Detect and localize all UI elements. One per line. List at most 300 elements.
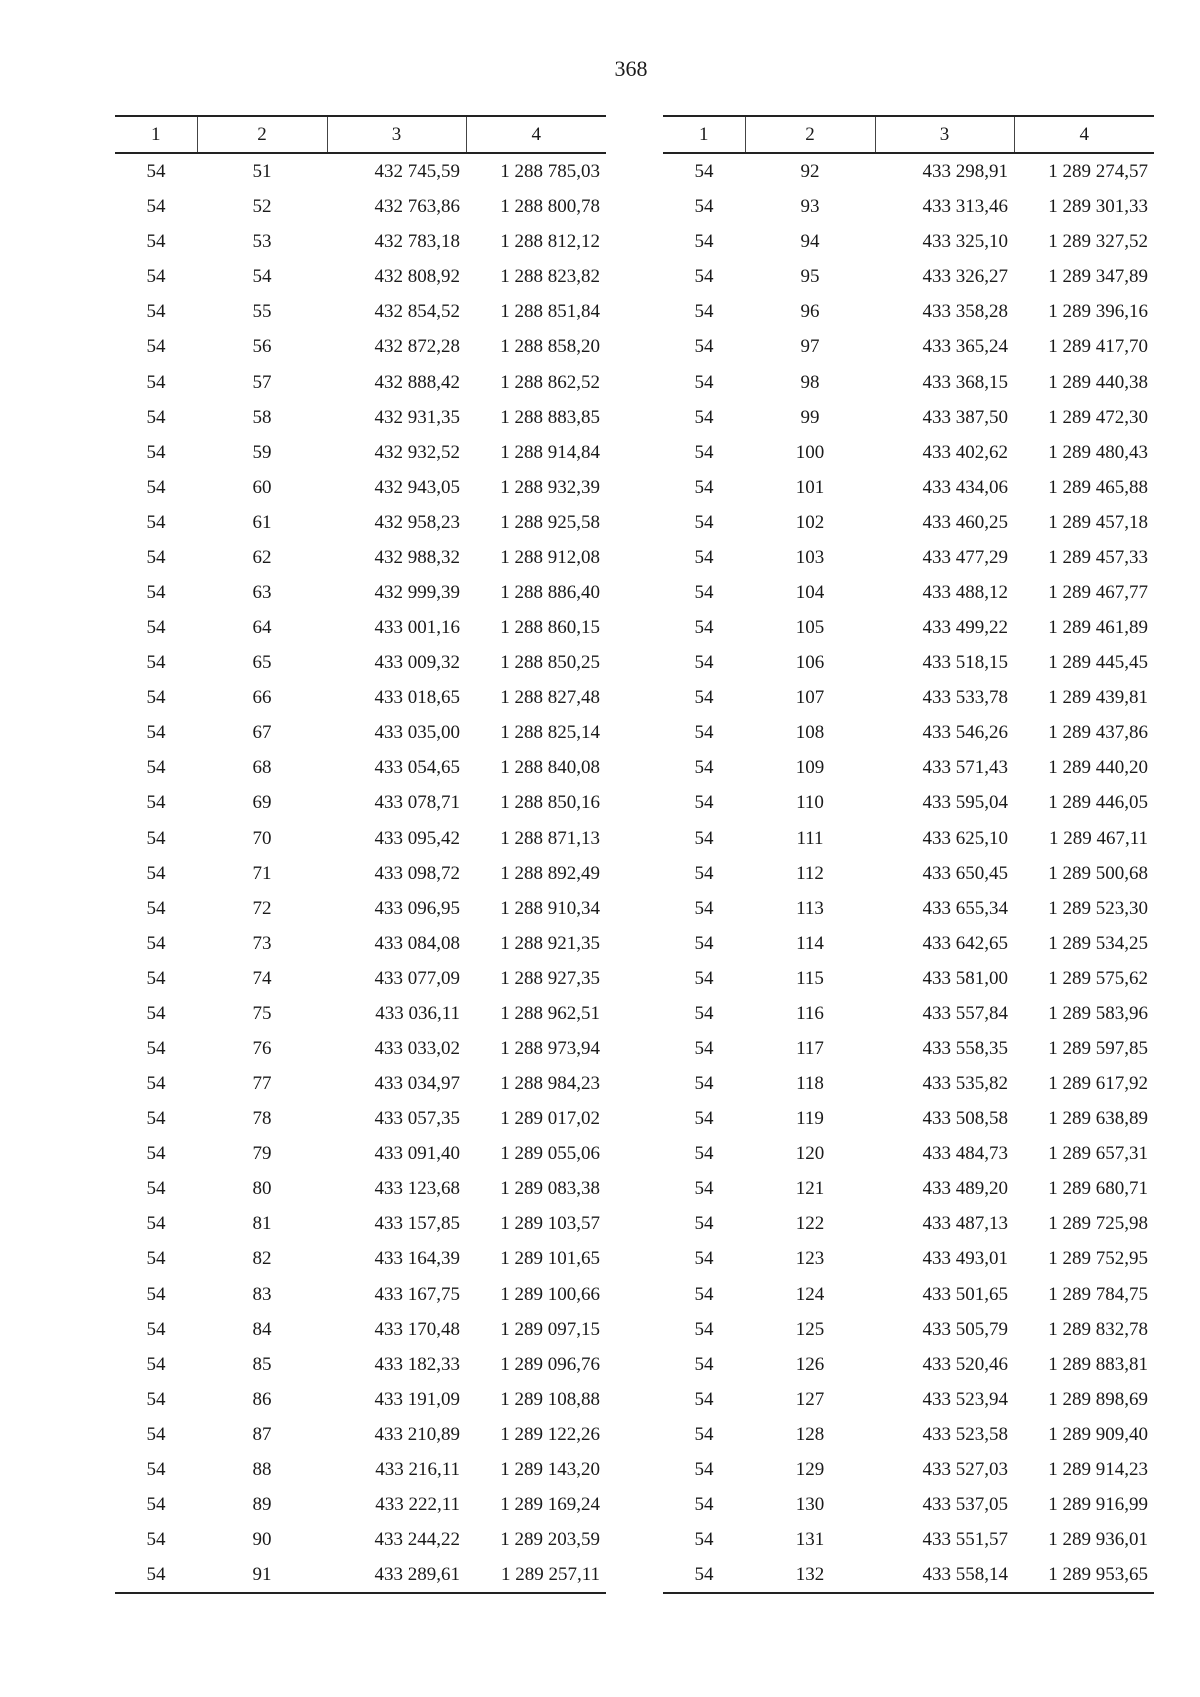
object-number-cell: 54 <box>146 1143 166 1165</box>
y-coordinate-cell: 1 289 440,38 <box>1048 371 1148 393</box>
object-number-cell: 54 <box>694 546 714 568</box>
table-row <box>115 575 606 610</box>
y-coordinate-cell: 1 289 583,96 <box>1048 1002 1148 1024</box>
x-coordinate-cell: 433 460,25 <box>922 511 1008 533</box>
coordinates-table-left <box>115 115 606 1594</box>
object-number-cell: 54 <box>146 757 166 779</box>
table-row <box>115 750 606 785</box>
point-number-cell: 69 <box>252 792 272 814</box>
column-header: 4 <box>1014 116 1154 153</box>
y-coordinate-cell: 1 289 465,88 <box>1048 476 1148 498</box>
table-row <box>115 1136 606 1171</box>
point-number-cell: 65 <box>252 652 272 674</box>
y-coordinate-cell: 1 288 850,25 <box>500 652 600 674</box>
table-row <box>663 153 1154 189</box>
x-coordinate-cell: 432 943,05 <box>374 476 460 498</box>
point-number-cell: 117 <box>796 1037 824 1059</box>
y-coordinate-cell: 1 289 396,16 <box>1048 301 1148 323</box>
x-coordinate-cell: 433 033,02 <box>374 1037 460 1059</box>
y-coordinate-cell: 1 289 274,57 <box>1048 161 1148 183</box>
y-coordinate-cell: 1 289 101,65 <box>500 1248 600 1270</box>
point-number-cell: 123 <box>795 1248 825 1270</box>
x-coordinate-cell: 433 535,82 <box>922 1073 1008 1095</box>
y-coordinate-cell: 1 289 122,26 <box>500 1423 600 1445</box>
x-coordinate-cell: 433 078,71 <box>374 792 460 814</box>
point-number-cell: 63 <box>252 581 272 603</box>
table-row <box>663 1382 1154 1417</box>
y-coordinate-cell: 1 289 169,24 <box>500 1494 600 1515</box>
y-coordinate-cell: 1 289 439,81 <box>1048 687 1148 709</box>
object-number-cell: 54 <box>694 161 714 183</box>
point-number-cell: 96 <box>800 301 820 323</box>
y-coordinate-cell: 1 289 083,38 <box>500 1178 600 1200</box>
table-row <box>663 1347 1154 1382</box>
point-number-cell: 120 <box>795 1143 825 1165</box>
x-coordinate-cell: 433 313,46 <box>922 196 1008 218</box>
object-number-cell: 54 <box>694 231 714 253</box>
header-row <box>663 116 1154 153</box>
x-coordinate-cell: 433 365,24 <box>922 336 1008 358</box>
table-row <box>663 1417 1154 1452</box>
page-number: 368 <box>614 56 648 81</box>
table-row <box>115 1312 606 1347</box>
object-number-cell: 54 <box>146 1388 166 1410</box>
y-coordinate-cell: 1 289 445,45 <box>1048 652 1148 674</box>
x-coordinate-cell: 432 988,32 <box>374 546 460 568</box>
x-coordinate-cell: 432 888,42 <box>374 371 460 393</box>
object-number-cell: 54 <box>146 932 166 954</box>
point-number-cell: 87 <box>252 1423 272 1445</box>
point-number-cell: 64 <box>252 617 272 639</box>
point-number-cell: 102 <box>795 511 825 533</box>
x-coordinate-cell: 433 244,22 <box>374 1529 460 1551</box>
table-row <box>115 926 606 961</box>
point-number-cell: 119 <box>796 1108 824 1130</box>
table-row <box>663 435 1154 470</box>
y-coordinate-cell: 1 288 892,49 <box>500 862 600 884</box>
table-row <box>663 540 1154 575</box>
x-coordinate-cell: 433 520,46 <box>922 1353 1008 1375</box>
x-coordinate-cell: 432 808,92 <box>374 266 460 288</box>
point-number-cell: 132 <box>745 1557 875 1593</box>
x-coordinate-cell: 433 018,65 <box>374 687 460 709</box>
coordinates-table-right <box>663 115 1154 1594</box>
y-coordinate-cell: 1 289 638,89 <box>1048 1108 1148 1130</box>
point-number-cell: 100 <box>795 441 825 463</box>
y-coordinate-cell: 1 288 812,12 <box>500 231 600 253</box>
y-coordinate-cell: 1 289 257,11 <box>466 1557 606 1593</box>
y-coordinate-cell: 1 288 910,34 <box>500 897 600 919</box>
object-number-cell: 54 <box>694 1494 714 1515</box>
object-number-cell: 54 <box>694 617 714 639</box>
y-coordinate-cell: 1 289 500,68 <box>1048 862 1148 884</box>
point-number-cell: 54 <box>252 266 272 288</box>
x-coordinate-cell: 433 325,10 <box>922 231 1008 253</box>
object-number-cell: 54 <box>694 967 714 989</box>
table-row <box>115 715 606 750</box>
point-number-cell: 74 <box>252 967 272 989</box>
x-coordinate-cell: 433 523,58 <box>922 1423 1008 1445</box>
y-coordinate-cell: 1 289 467,77 <box>1048 581 1148 603</box>
table-row <box>663 1277 1154 1312</box>
object-number-cell: 54 <box>694 406 714 428</box>
point-number-cell: 67 <box>252 722 272 744</box>
x-coordinate-cell: 432 872,28 <box>374 336 460 358</box>
table-row <box>115 1171 606 1206</box>
y-coordinate-cell: 1 289 472,30 <box>1048 406 1148 428</box>
x-coordinate-cell: 433 191,09 <box>374 1388 460 1410</box>
table-row <box>115 1277 606 1312</box>
object-number-cell: 54 <box>146 1073 166 1095</box>
table-row <box>115 961 606 996</box>
x-coordinate-cell: 433 655,34 <box>922 897 1008 919</box>
x-coordinate-cell: 432 854,52 <box>374 301 460 323</box>
table-row <box>663 785 1154 820</box>
header-row <box>115 116 606 153</box>
object-number-cell: 54 <box>146 511 166 533</box>
table-row <box>663 1136 1154 1171</box>
point-number-cell: 57 <box>252 371 272 393</box>
point-number-cell: 83 <box>252 1283 272 1305</box>
object-number-cell: 54 <box>146 827 166 849</box>
object-number-cell: 54 <box>146 862 166 884</box>
column-header: 3 <box>327 116 466 153</box>
x-coordinate-cell: 432 783,18 <box>374 231 460 253</box>
y-coordinate-cell: 1 289 832,78 <box>1048 1318 1148 1340</box>
table-row <box>115 505 606 540</box>
object-number-cell: 54 <box>694 897 714 919</box>
point-number-cell: 109 <box>795 757 825 779</box>
y-coordinate-cell: 1 288 851,84 <box>500 301 600 323</box>
object-number-cell: 54 <box>694 1002 714 1024</box>
y-coordinate-cell: 1 289 017,02 <box>500 1108 600 1130</box>
y-coordinate-cell: 1 288 827,48 <box>500 687 600 709</box>
point-number-cell: 71 <box>252 862 272 884</box>
point-number-cell: 90 <box>252 1529 272 1551</box>
x-coordinate-cell: 433 501,65 <box>922 1283 1008 1305</box>
x-coordinate-cell: 433 210,89 <box>374 1423 460 1445</box>
point-number-cell: 88 <box>252 1458 272 1480</box>
x-coordinate-cell: 433 484,73 <box>922 1143 1008 1165</box>
x-coordinate-cell: 433 164,39 <box>374 1248 460 1270</box>
y-coordinate-cell: 1 288 925,58 <box>500 511 600 533</box>
table-row <box>663 1241 1154 1276</box>
object-number-cell: 54 <box>146 196 166 218</box>
x-coordinate-cell: 433 558,35 <box>922 1037 1008 1059</box>
y-coordinate-cell: 1 288 921,35 <box>500 932 600 954</box>
x-coordinate-cell: 432 932,52 <box>374 441 460 463</box>
table-row <box>115 1066 606 1101</box>
y-coordinate-cell: 1 289 327,52 <box>1048 231 1148 253</box>
point-number-cell: 80 <box>252 1178 272 1200</box>
table-row <box>115 470 606 505</box>
object-number-cell: 54 <box>146 897 166 919</box>
y-coordinate-cell: 1 289 523,30 <box>1048 897 1148 919</box>
table-row <box>663 1487 1154 1522</box>
object-number-cell: 54 <box>694 336 714 358</box>
point-number-cell: 129 <box>795 1458 825 1480</box>
object-number-cell: 54 <box>694 757 714 779</box>
object-number-cell: 54 <box>146 652 166 674</box>
table-row <box>663 189 1154 224</box>
point-number-cell: 101 <box>795 476 825 498</box>
y-coordinate-cell: 1 289 953,65 <box>1014 1557 1154 1593</box>
y-coordinate-cell: 1 289 437,86 <box>1048 722 1148 744</box>
table-row <box>663 996 1154 1031</box>
x-coordinate-cell: 433 489,20 <box>922 1178 1008 1200</box>
y-coordinate-cell: 1 289 461,89 <box>1048 617 1148 639</box>
y-coordinate-cell: 1 288 927,35 <box>500 967 600 989</box>
point-number-cell: 76 <box>252 1037 272 1059</box>
y-coordinate-cell: 1 289 936,01 <box>1048 1529 1148 1551</box>
table-row <box>663 400 1154 435</box>
object-number-cell: 54 <box>694 1423 714 1445</box>
x-coordinate-cell: 433 001,16 <box>374 617 460 639</box>
object-number-cell: 54 <box>146 1529 166 1551</box>
table-row <box>663 1171 1154 1206</box>
x-coordinate-cell: 432 931,35 <box>374 406 460 428</box>
y-coordinate-cell: 1 289 914,23 <box>1048 1458 1148 1480</box>
y-coordinate-cell: 1 288 840,08 <box>500 757 600 779</box>
table-row <box>115 435 606 470</box>
object-number-cell: 54 <box>694 1318 714 1340</box>
object-number-cell: 54 <box>663 1557 745 1593</box>
y-coordinate-cell: 1 289 898,69 <box>1048 1388 1148 1410</box>
object-number-cell: 54 <box>694 1213 714 1235</box>
table-row <box>663 1206 1154 1241</box>
x-coordinate-cell: 433 036,11 <box>375 1002 460 1024</box>
point-number-cell: 59 <box>252 441 272 463</box>
x-coordinate-cell: 433 546,26 <box>922 722 1008 744</box>
table-row <box>115 400 606 435</box>
object-number-cell: 54 <box>146 1248 166 1270</box>
object-number-cell: 54 <box>694 1178 714 1200</box>
table-row <box>115 645 606 680</box>
object-number-cell: 54 <box>694 792 714 814</box>
object-number-cell: 54 <box>146 1213 166 1235</box>
point-number-cell: 111 <box>796 827 824 849</box>
y-coordinate-cell: 1 289 301,33 <box>1048 196 1148 218</box>
object-number-cell: 54 <box>694 862 714 884</box>
object-number-cell: 54 <box>694 581 714 603</box>
table-row <box>663 505 1154 540</box>
y-coordinate-cell: 1 289 103,57 <box>500 1213 600 1235</box>
x-coordinate-cell: 433 216,11 <box>375 1458 460 1480</box>
y-coordinate-cell: 1 288 823,82 <box>500 266 600 288</box>
point-number-cell: 127 <box>795 1388 825 1410</box>
object-number-cell: 54 <box>146 1108 166 1130</box>
x-coordinate-cell: 433 402,62 <box>922 441 1008 463</box>
object-number-cell: 54 <box>146 1353 166 1375</box>
object-number-cell: 54 <box>146 1423 166 1445</box>
table-row <box>115 785 606 820</box>
table-row <box>663 715 1154 750</box>
object-number-cell: 54 <box>146 967 166 989</box>
y-coordinate-cell: 1 289 457,18 <box>1048 511 1148 533</box>
table-row <box>663 1101 1154 1136</box>
point-number-cell: 84 <box>252 1318 272 1340</box>
point-number-cell: 126 <box>795 1353 825 1375</box>
table-row <box>115 1101 606 1136</box>
x-coordinate-cell: 432 763,86 <box>374 196 460 218</box>
x-coordinate-cell: 432 745,59 <box>374 161 460 183</box>
x-coordinate-cell: 433 035,00 <box>374 722 460 744</box>
x-coordinate-cell: 433 326,27 <box>922 266 1008 288</box>
object-number-cell: 54 <box>146 336 166 358</box>
point-number-cell: 61 <box>252 511 272 533</box>
object-number-cell: 54 <box>694 932 714 954</box>
table-row <box>115 329 606 364</box>
point-number-cell: 56 <box>252 336 272 358</box>
y-coordinate-cell: 1 289 657,31 <box>1048 1143 1148 1165</box>
point-number-cell: 66 <box>252 687 272 709</box>
x-coordinate-cell: 433 537,05 <box>922 1494 1008 1515</box>
y-coordinate-cell: 1 288 858,20 <box>500 336 600 358</box>
object-number-cell: 54 <box>146 231 166 253</box>
point-number-cell: 53 <box>252 231 272 253</box>
table-row <box>663 329 1154 364</box>
x-coordinate-cell: 433 096,95 <box>374 897 460 919</box>
point-number-cell: 128 <box>795 1423 825 1445</box>
object-number-cell: 54 <box>146 546 166 568</box>
x-coordinate-cell: 433 182,33 <box>374 1353 460 1375</box>
point-number-cell: 122 <box>795 1213 825 1235</box>
object-number-cell: 54 <box>146 617 166 639</box>
point-number-cell: 104 <box>795 581 825 603</box>
table-row <box>663 1066 1154 1101</box>
x-coordinate-cell: 433 358,28 <box>922 301 1008 323</box>
y-coordinate-cell: 1 288 932,39 <box>500 476 600 498</box>
x-coordinate-cell: 433 289,61 <box>327 1557 466 1593</box>
table-row <box>115 294 606 329</box>
object-number-cell: 54 <box>146 1318 166 1340</box>
object-number-cell: 54 <box>694 827 714 849</box>
x-coordinate-cell: 433 487,13 <box>922 1213 1008 1235</box>
x-coordinate-cell: 433 387,50 <box>922 406 1008 428</box>
table-row <box>115 996 606 1031</box>
table-row <box>663 294 1154 329</box>
point-number-cell: 58 <box>252 406 272 428</box>
table-row <box>115 1522 606 1557</box>
x-coordinate-cell: 433 523,94 <box>922 1388 1008 1410</box>
x-coordinate-cell: 433 488,12 <box>922 581 1008 603</box>
y-coordinate-cell: 1 289 347,89 <box>1048 266 1148 288</box>
y-coordinate-cell: 1 289 680,71 <box>1048 1178 1148 1200</box>
point-number-cell: 85 <box>252 1353 272 1375</box>
x-coordinate-cell: 433 170,48 <box>374 1318 460 1340</box>
x-coordinate-cell: 433 595,04 <box>922 792 1008 814</box>
y-coordinate-cell: 1 288 883,85 <box>500 406 600 428</box>
point-number-cell: 82 <box>252 1248 272 1270</box>
object-number-cell: 54 <box>694 1458 714 1480</box>
object-number-cell: 54 <box>694 1388 714 1410</box>
table-row <box>115 610 606 645</box>
y-coordinate-cell: 1 288 886,40 <box>500 581 600 603</box>
object-number-cell: 54 <box>146 406 166 428</box>
point-number-cell: 52 <box>252 196 272 218</box>
table-row <box>663 961 1154 996</box>
column-header: 1 <box>115 116 197 153</box>
table-row <box>663 1522 1154 1557</box>
table-row <box>115 1382 606 1417</box>
point-number-cell: 75 <box>252 1002 272 1024</box>
table-row <box>663 645 1154 680</box>
object-number-cell: 54 <box>146 1178 166 1200</box>
object-number-cell: 54 <box>146 476 166 498</box>
y-coordinate-cell: 1 289 467,11 <box>1048 827 1148 849</box>
x-coordinate-cell: 433 167,75 <box>374 1283 460 1305</box>
table-row <box>663 575 1154 610</box>
y-coordinate-cell: 1 289 575,62 <box>1048 967 1148 989</box>
y-coordinate-cell: 1 289 096,76 <box>500 1353 600 1375</box>
point-number-cell: 72 <box>252 897 272 919</box>
table-row <box>115 189 606 224</box>
y-coordinate-cell: 1 289 457,33 <box>1048 546 1148 568</box>
point-number-cell: 105 <box>795 617 825 639</box>
x-coordinate-cell: 433 077,09 <box>374 967 460 989</box>
table-row <box>115 153 606 189</box>
point-number-cell: 99 <box>800 406 820 428</box>
object-number-cell: 54 <box>146 1037 166 1059</box>
point-number-cell: 121 <box>795 1178 825 1200</box>
point-number-cell: 79 <box>252 1143 272 1165</box>
y-coordinate-cell: 1 288 973,94 <box>500 1037 600 1059</box>
y-coordinate-cell: 1 289 446,05 <box>1048 792 1148 814</box>
object-number-cell: 54 <box>146 687 166 709</box>
point-number-cell: 97 <box>800 336 820 358</box>
y-coordinate-cell: 1 289 916,99 <box>1048 1494 1148 1515</box>
x-coordinate-cell: 433 157,85 <box>374 1213 460 1235</box>
y-coordinate-cell: 1 289 440,20 <box>1048 757 1148 779</box>
object-number-cell: 54 <box>694 476 714 498</box>
object-number-cell: 54 <box>146 1494 166 1515</box>
x-coordinate-cell: 433 123,68 <box>374 1178 460 1200</box>
object-number-cell: 54 <box>694 371 714 393</box>
object-number-cell: 54 <box>146 371 166 393</box>
table-row <box>663 224 1154 259</box>
table-row <box>115 1557 606 1593</box>
object-number-cell: 54 <box>694 652 714 674</box>
point-number-cell: 68 <box>252 757 272 779</box>
point-number-cell: 106 <box>795 652 825 674</box>
table-row <box>663 820 1154 855</box>
point-number-cell: 81 <box>252 1213 272 1235</box>
point-number-cell: 92 <box>800 161 820 183</box>
x-coordinate-cell: 433 084,08 <box>374 932 460 954</box>
object-number-cell: 54 <box>146 1002 166 1024</box>
point-number-cell: 55 <box>252 301 272 323</box>
column-header: 2 <box>745 116 875 153</box>
x-coordinate-cell: 433 518,15 <box>922 652 1008 674</box>
x-coordinate-cell: 433 034,97 <box>374 1073 460 1095</box>
object-number-cell: 54 <box>694 687 714 709</box>
x-coordinate-cell: 433 493,01 <box>922 1248 1008 1270</box>
y-coordinate-cell: 1 289 203,59 <box>500 1529 600 1551</box>
object-number-cell: 54 <box>694 1073 714 1095</box>
x-coordinate-cell: 433 091,40 <box>374 1143 460 1165</box>
point-number-cell: 108 <box>795 722 825 744</box>
object-number-cell: 54 <box>694 1529 714 1551</box>
y-coordinate-cell: 1 288 860,15 <box>500 617 600 639</box>
y-coordinate-cell: 1 288 912,08 <box>500 546 600 568</box>
y-coordinate-cell: 1 288 984,23 <box>500 1073 600 1095</box>
point-number-cell: 89 <box>252 1494 272 1515</box>
table-row <box>115 891 606 926</box>
y-coordinate-cell: 1 288 914,84 <box>500 441 600 463</box>
point-number-cell: 95 <box>800 266 820 288</box>
table-row <box>115 540 606 575</box>
object-number-cell: 54 <box>146 441 166 463</box>
